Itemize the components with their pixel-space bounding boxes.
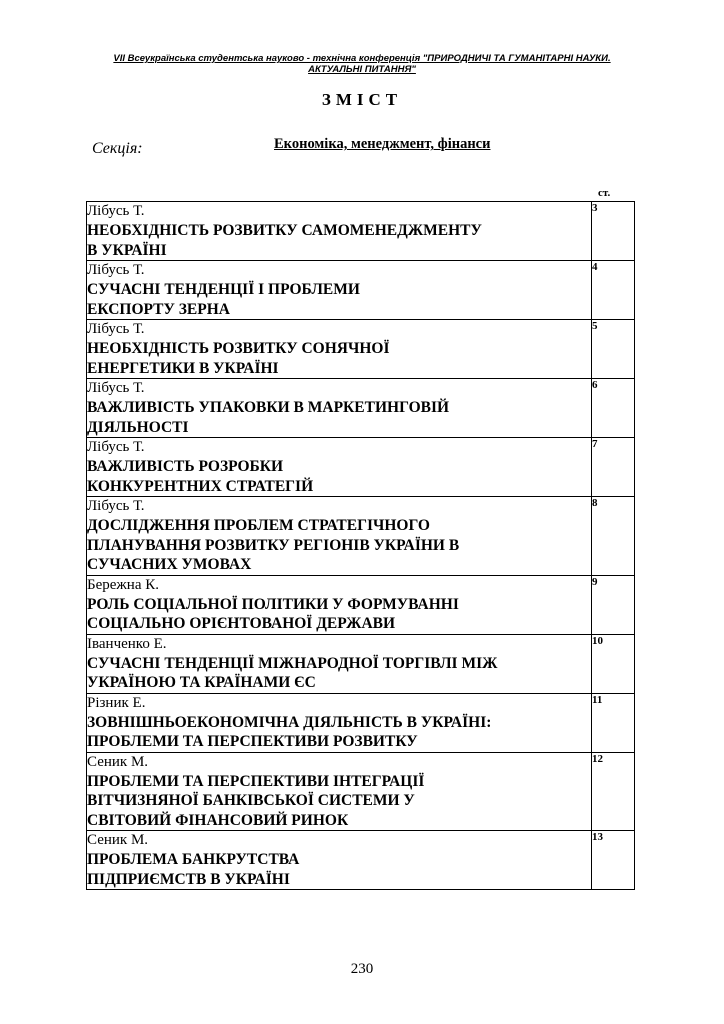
- entry-page-number: 7: [592, 438, 635, 497]
- entry-title-line: КОНКУРЕНТНИХ СТРАТЕГІЙ: [87, 477, 314, 495]
- entry-title-line: СВІТОВИЙ ФІНАНСОВИЙ РИНОК: [87, 811, 349, 829]
- entry-title-line: ДОСЛІДЖЕННЯ ПРОБЛЕМ СТРАТЕГІЧНОГО: [87, 517, 430, 534]
- entry-title-line: ПЛАНУВАННЯ РОЗВИТКУ РЕГІОНІВ УКРАЇНИ В: [87, 536, 460, 554]
- entry-page-number: 5: [592, 320, 635, 379]
- toc-row: [87, 634, 635, 693]
- toc-entry-cell: [87, 693, 592, 752]
- entry-page-number: 3: [592, 202, 635, 261]
- entry-page-number: 13: [592, 831, 635, 890]
- entry-title-line: ЕНЕРГЕТИКИ В УКРАЇНІ: [87, 359, 279, 377]
- entry-title-line: ВАЖЛИВІСТЬ УПАКОВКИ В МАРКЕТИНГОВІЙ: [87, 399, 450, 416]
- toc-row: [87, 379, 635, 438]
- entry-page-number: 11: [592, 693, 635, 752]
- toc-body: [87, 202, 635, 890]
- entry-author: Лібусь Т.: [87, 380, 145, 396]
- table-of-contents: [86, 201, 635, 890]
- entry-page-number: 12: [592, 752, 635, 831]
- entry-title-line: СОЦІАЛЬНО ОРІЄНТОВАНОЇ ДЕРЖАВИ: [87, 615, 396, 632]
- entry-author: Лібусь Т.: [87, 321, 145, 337]
- entry-title-line: ЕКСПОРТУ ЗЕРНА: [87, 300, 230, 318]
- toc-entry-cell: [87, 320, 592, 379]
- entry-page-number: 8: [592, 497, 635, 576]
- toc-entry-cell: [87, 261, 592, 320]
- page-number: 230: [350, 961, 374, 977]
- toc-entry-cell: [87, 634, 592, 693]
- toc-entry-cell: [87, 752, 592, 831]
- toc-row: [87, 438, 635, 497]
- entry-title-line: СУЧАСНИХ УМОВАХ: [87, 556, 252, 573]
- toc-entry-cell: [87, 575, 592, 634]
- toc-entry-cell: [87, 831, 592, 890]
- entry-author: Сеник М.: [87, 832, 149, 848]
- entry-title-line: ВАЖЛИВІСТЬ РОЗРОБКИ: [87, 458, 284, 475]
- toc-entry-cell: [87, 202, 592, 261]
- entry-page-number: 6: [592, 379, 635, 438]
- entry-author: Бережна К.: [87, 576, 159, 593]
- entry-author: Лібусь Т.: [87, 203, 145, 219]
- entry-author: Іванченко Е.: [87, 635, 167, 652]
- toc-row: [87, 693, 635, 752]
- entry-title-line: ПРОБЛЕМИ ТА ПЕРСПЕКТИВИ ІНТЕГРАЦІЇ: [87, 772, 425, 790]
- toc-entry-cell: [87, 438, 592, 497]
- entry-title-line: ВІТЧИЗНЯНОЇ БАНКІВСЬКОЇ СИСТЕМИ У: [87, 792, 415, 809]
- entry-page-number: 10: [592, 634, 635, 693]
- entry-title-line: ЗОВНІШНЬОЕКОНОМІЧНА ДІЯЛЬНІСТЬ В УКРАЇНІ:: [87, 713, 492, 731]
- page-title: ЗМІСТ: [321, 90, 403, 109]
- entry-author: Сеник М.: [87, 753, 149, 770]
- entry-title-line: В УКРАЇНІ: [87, 241, 167, 259]
- entry-author: Лібусь Т.: [87, 262, 145, 278]
- header-line-2: АКТУАЛЬНІ ПИТАННЯ": [308, 64, 416, 75]
- entry-title-line: НЕОБХІДНІСТЬ РОЗВИТКУ СОНЯЧНОЇ: [87, 340, 390, 357]
- entry-author: Лібусь Т.: [87, 439, 145, 455]
- entry-author: Різник Е.: [87, 694, 146, 711]
- toc-row: [87, 752, 635, 831]
- entry-page-number: 4: [592, 261, 635, 320]
- entry-author: Лібусь Т.: [87, 498, 145, 514]
- entry-page-number: 9: [592, 575, 635, 634]
- entry-title-line: ДІЯЛЬНОСТІ: [87, 418, 189, 436]
- entry-title-line: СУЧАСНІ ТЕНДЕНЦІЇ МІЖНАРОДНОЇ ТОРГІВЛІ МІЖ: [87, 654, 498, 672]
- entry-title-line: ПРОБЛЕМИ ТА ПЕРСПЕКТИВИ РОЗВИТКУ: [87, 733, 418, 750]
- toc-entry-cell: [87, 497, 592, 576]
- toc-row: [87, 831, 635, 890]
- entry-title-line: ПІДПРИЄМСТВ В УКРАЇНІ: [87, 870, 290, 888]
- page-column-label: ст.: [598, 187, 611, 199]
- toc-entry-cell: [87, 379, 592, 438]
- entry-title-line: УКРАЇНОЮ ТА КРАЇНАМИ ЄС: [87, 674, 316, 691]
- section-label: Секція:: [92, 140, 143, 157]
- toc-row: [87, 261, 635, 320]
- toc-row: [87, 497, 635, 576]
- entry-title-line: ПРОБЛЕМА БАНКРУТСТВА: [87, 851, 300, 868]
- entry-title-line: НЕОБХІДНІСТЬ РОЗВИТКУ САМОМЕНЕДЖМЕНТУ: [87, 222, 482, 239]
- entry-title-line: РОЛЬ СОЦІАЛЬНОЇ ПОЛІТИКИ У ФОРМУВАННІ: [87, 595, 459, 613]
- header-line-1: VII Всеукраїнська студентська науково - технічна конференція "ПРИРОДНИЧІ ТА ГУМАНІТАРНІ НАУКИ.: [113, 53, 611, 64]
- conference-header: [80, 53, 644, 75]
- section-name: Економіка, менеджмент, фінанси: [274, 136, 491, 152]
- entry-title-line: СУЧАСНІ ТЕНДЕНЦІЇ І ПРОБЛЕМИ: [87, 281, 360, 298]
- toc-row: [87, 575, 635, 634]
- toc-row: [87, 320, 635, 379]
- toc-row: [87, 202, 635, 261]
